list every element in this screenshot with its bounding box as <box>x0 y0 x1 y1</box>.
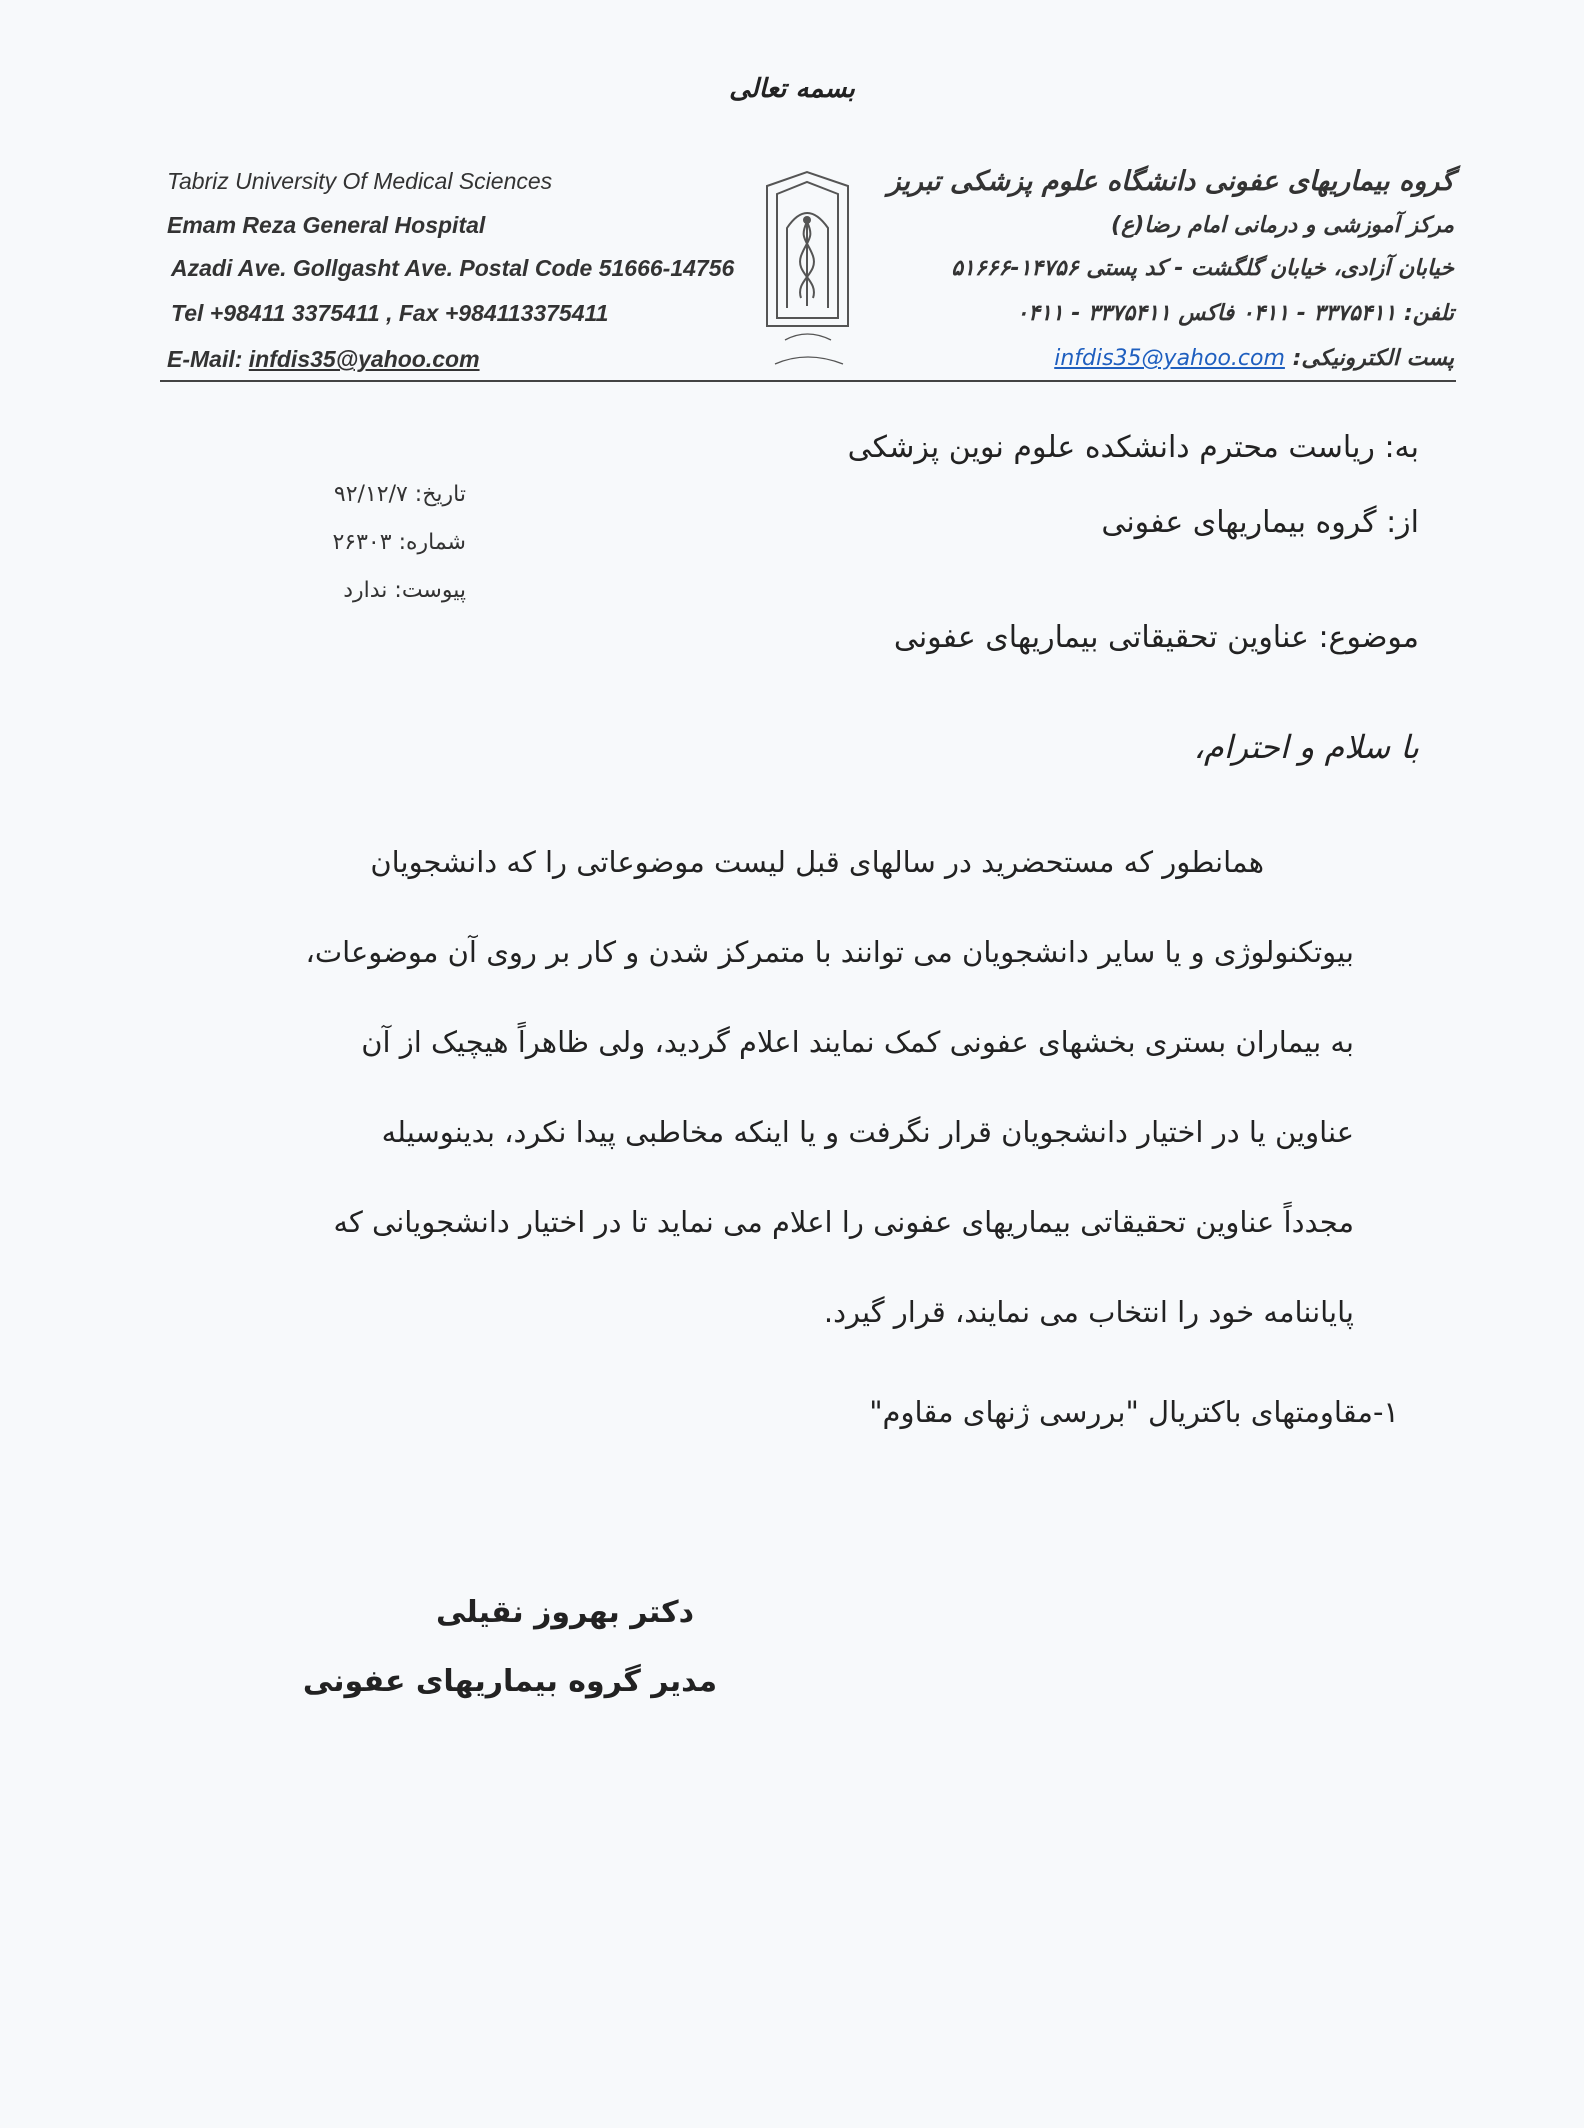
letterhead-fa-address: خیابان آزادی، خیابان گلگشت - کد پستی ۱۴۷۵۶-۵۱۶۶۶ <box>951 256 1454 281</box>
letterhead-fa-center: مرکز آموزشی و درمانی امام رضا(ع) <box>1111 213 1454 238</box>
letterhead-en-address: Azadi Ave. Gollgasht Ave. Postal Code 51666-14756 <box>171 255 735 281</box>
letterhead-en-university: Tabriz University Of Medical Sciences <box>167 168 553 194</box>
greeting: با سلام و احترام، <box>1193 728 1419 766</box>
body-line-1: همانطور که مستحضرید در سالهای قبل لیست موضوعاتی را که دانشجویان <box>370 845 1264 879</box>
research-topic-item: ۱-مقاومتهای باکتریال "بررسی ژنهای مقاوم" <box>869 1395 1399 1429</box>
recipient-line: به: ریاست محترم دانشکده علوم نوین پزشکی <box>847 430 1419 465</box>
body-line-6: پایاننامه خود را انتخاب می نمایند، قرار گیرد. <box>823 1295 1354 1329</box>
letterhead-divider <box>160 380 1456 382</box>
body-line-4: عناوین یا در اختیار دانشجویان قرار نگرفت و یا اینکه مخاطبی پیدا نکرد، بدینوسیله <box>381 1115 1354 1149</box>
body-line-3: به بیماران بستری بخشهای عفونی کمک نمایند اعلام گردید، ولی ظاهراً هیچیک از آن <box>361 1025 1354 1059</box>
subject-line: موضوع: عناوین تحقیقاتی بیماریهای عفونی <box>893 620 1419 655</box>
letterhead-en-email-line <box>167 346 480 373</box>
letter-attachment: پیوست: ندارد <box>343 578 466 603</box>
letterhead-en-phone: Tel +98411 3375411 , Fax +984113375411 <box>171 300 609 326</box>
sender-line: از: گروه بیماریهای عفونی <box>1101 505 1419 540</box>
basmala-heading: بسمه تعالی <box>729 74 855 104</box>
letter-number: شماره: ۲۶۳۰۳ <box>332 530 466 555</box>
letterhead-fa-phone: تلفن: ۳۳۷۵۴۱۱ - ۰۴۱۱ فاکس ۳۳۷۵۴۱۱ - ۰۴۱۱ <box>1016 301 1454 326</box>
letterhead-fa-email-link[interactable]: infdis35@yahoo.com <box>1054 346 1285 371</box>
letterhead-en-email-link[interactable]: infdis35@yahoo.com <box>248 346 480 372</box>
letterhead-fa-email-line <box>1054 346 1454 371</box>
university-logo <box>755 168 860 378</box>
body-line-5: مجدداً عناوین تحقیقاتی بیماریهای عفونی را اعلام می نماید تا در اختیار دانشجویانی که <box>333 1205 1354 1239</box>
letterhead-en-hospital: Emam Reza General Hospital <box>167 212 486 238</box>
letter-date: تاریخ: ۹۲/۱۲/۷ <box>333 482 466 507</box>
signatory-title: مدیر گروه بیماریهای عفونی <box>302 1664 718 1699</box>
letterhead-fa-email-label: پست الکترونیکی: <box>1284 346 1454 371</box>
letterhead-en-email-label: E-Mail: <box>167 346 249 372</box>
letterhead-fa-department: گروه بیماریهای عفونی دانشگاه علوم پزشکی تبریز <box>887 166 1454 197</box>
signatory-name: دکتر بهروز نقیلی <box>436 1595 694 1630</box>
body-line-2: بیوتکنولوژی و یا سایر دانشجویان می توانند با متمرکز شدن و کار بر روی آن موضوعات، <box>305 935 1354 969</box>
